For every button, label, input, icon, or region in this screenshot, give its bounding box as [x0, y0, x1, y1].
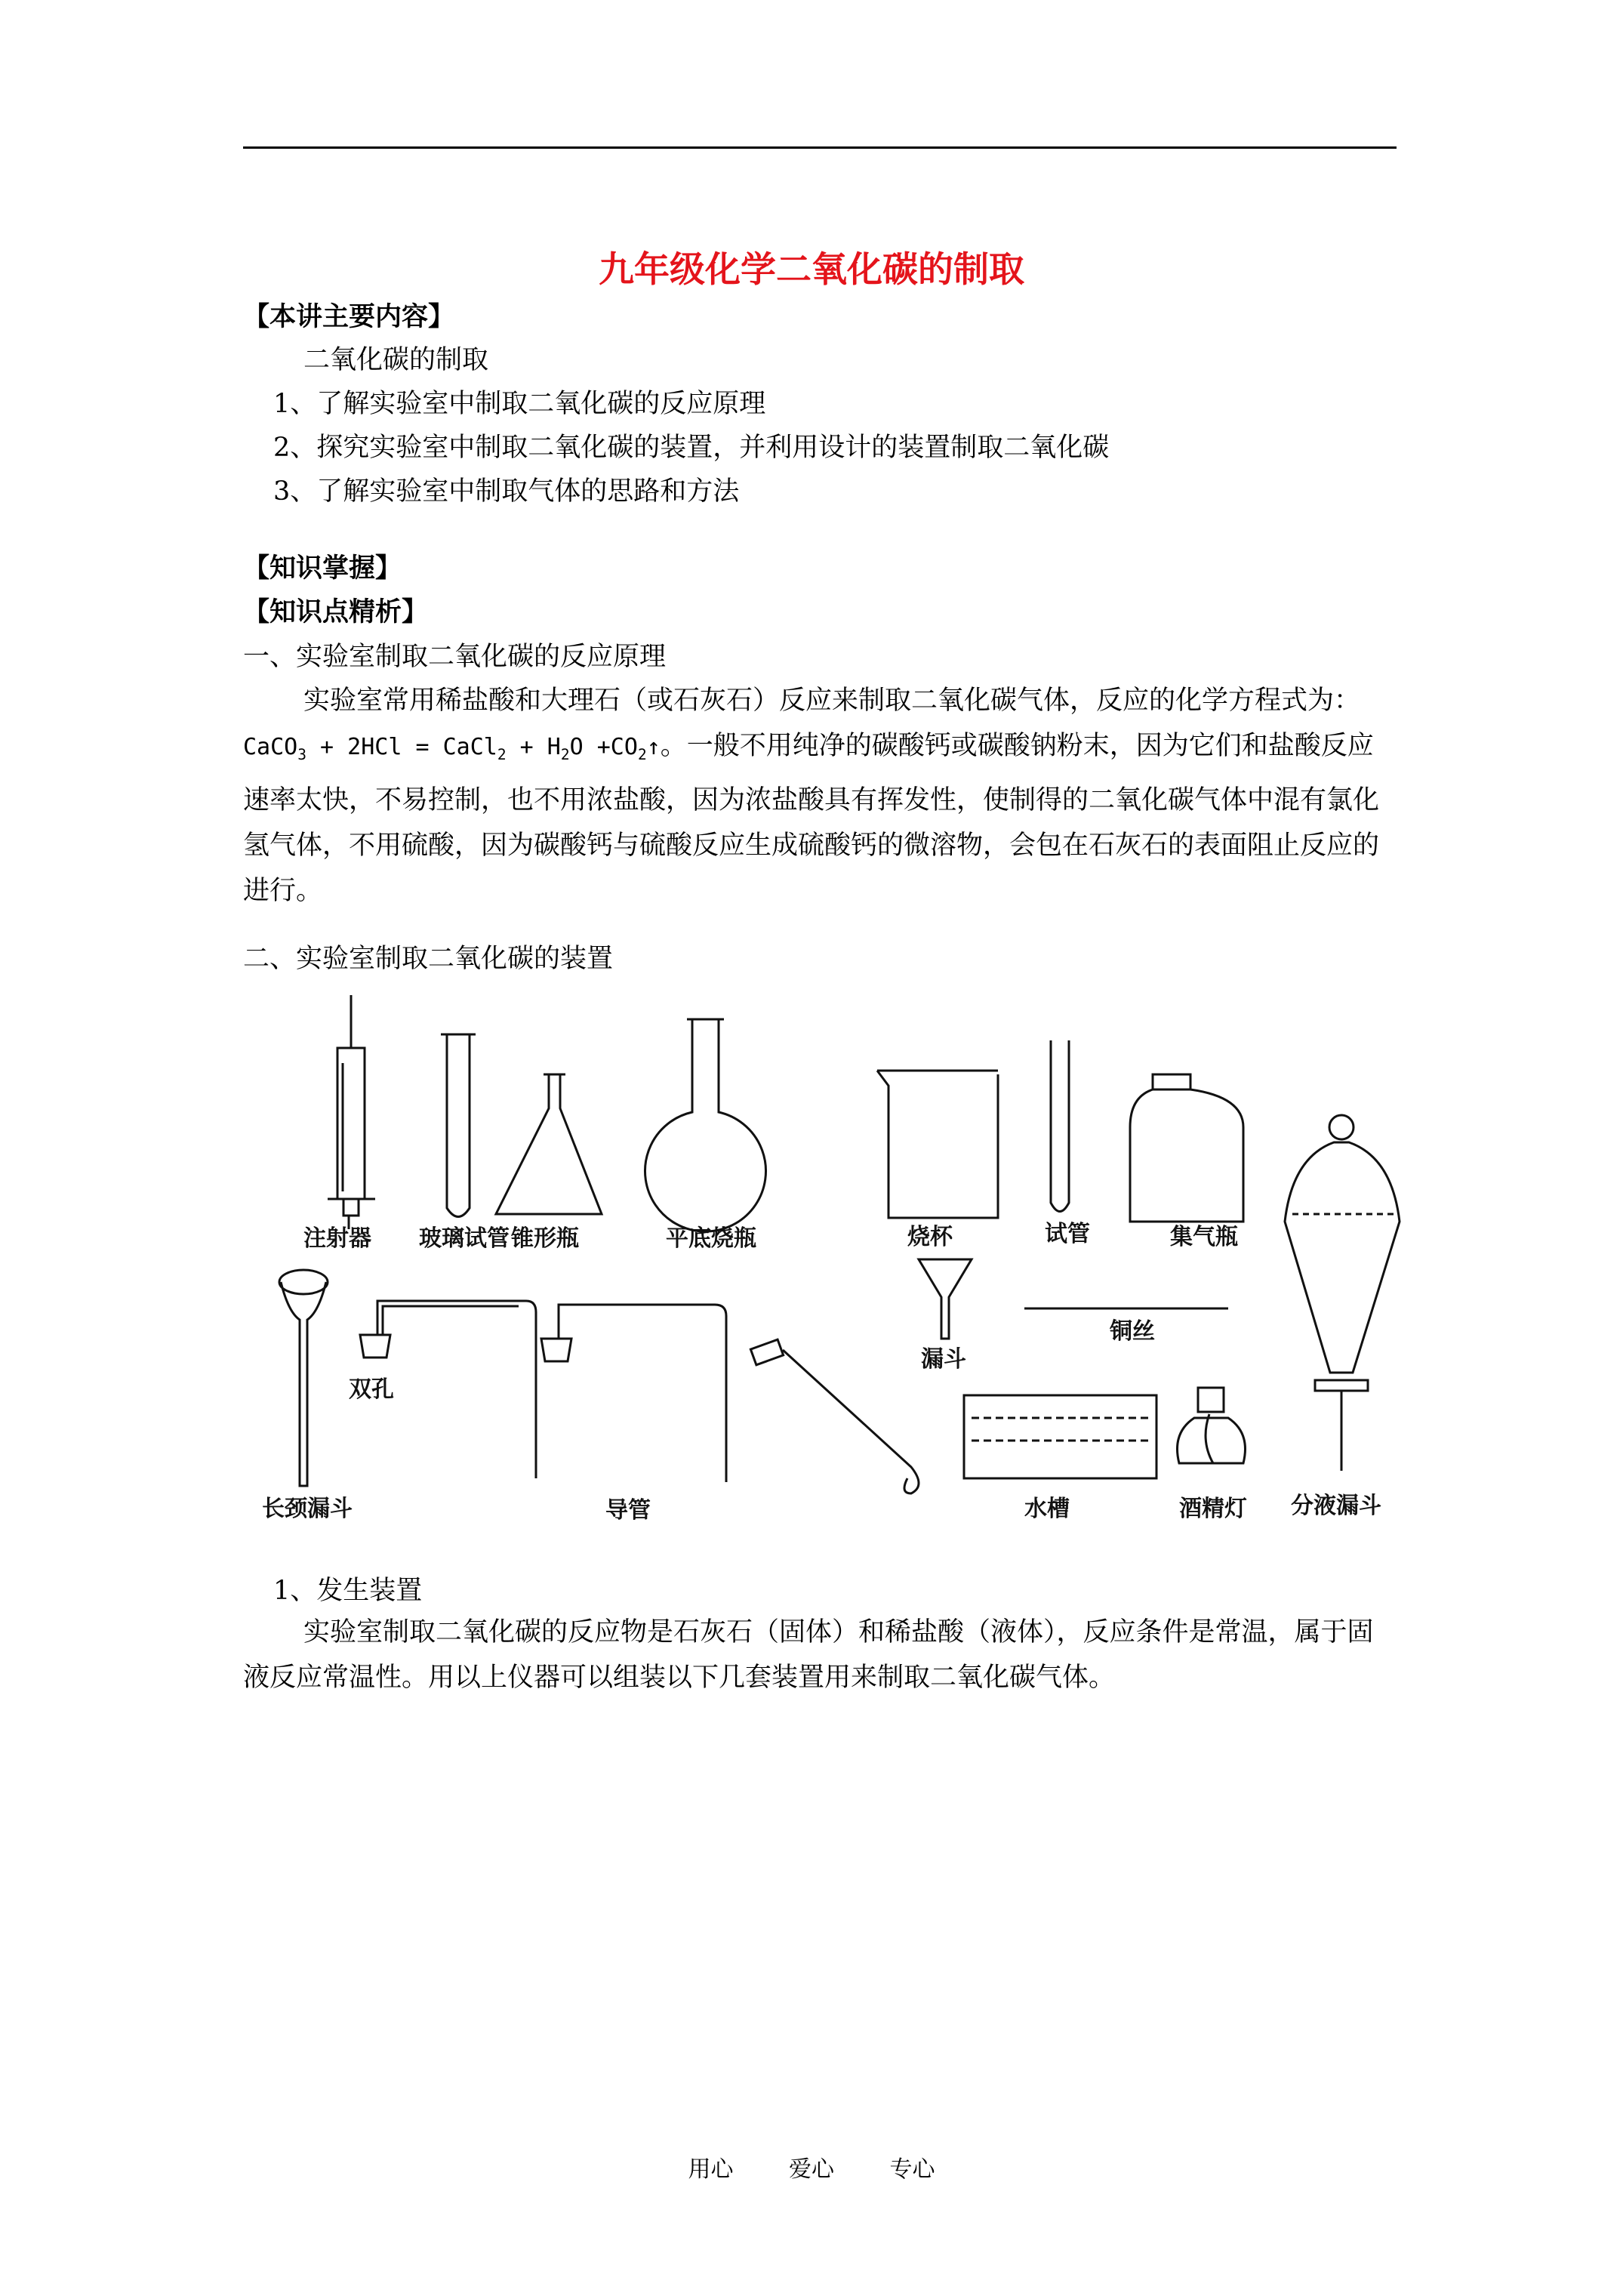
main-item-0: 二氧化碳的制取: [303, 345, 489, 375]
label-long-funnel: 长颈漏斗: [262, 1496, 353, 1522]
label-glass-tube: 玻璃试管: [419, 1225, 510, 1252]
glass-tube-figure: [441, 1034, 476, 1217]
syringe-figure: [328, 995, 375, 1229]
para1-rest: 。一般不用纯净的碳酸钙或碳酸钠粉末，因为它们和盐酸反应速率太快，不易控制，也不用浓盐酸，因为浓盐酸具有挥发性，使制得的二氧化碳气体中混有氯化氢气体，不用硫酸，因为碳酸钙与硫酸反应生成硫酸钙的微溶物，会包在石灰石的表面阻止反应的进行。: [243, 731, 1380, 906]
long-funnel-figure: [279, 1270, 328, 1486]
gas-jar-figure: [1130, 1074, 1243, 1222]
label-conical-flask: 锥形瓶: [511, 1225, 579, 1252]
para1-intro: 实验室常用稀盐酸和大理石（或石灰石）反应来制取二氧化碳气体，反应的化学方程式为：: [303, 686, 1361, 716]
label-funnel: 漏斗: [921, 1346, 966, 1373]
label-round-flask: 平底烧瓶: [666, 1225, 756, 1252]
section-knowledge-heading: 【知识掌握】: [243, 553, 402, 584]
footer-item-1: 爱心: [789, 2156, 834, 2183]
label-copper-wire: 铜丝: [1110, 1318, 1155, 1345]
label-conduit: 导管: [605, 1497, 651, 1524]
section-points-heading: 【知识点精析】: [243, 596, 429, 627]
heading-apparatus: 二、实验室制取二氧化碳的装置: [243, 944, 614, 974]
label-gas-jar: 集气瓶: [1170, 1224, 1238, 1250]
sub-heading-generator: 1、发生装置: [273, 1576, 423, 1606]
apparatus-diagram: [243, 995, 1428, 1539]
chemical-equation: CaCO$_3$ + 2HCl = CaCl$_2$ + $H_2O$ $+CO_2↑$: [243, 734, 661, 763]
main-item-3: 3、了解实验室中制取气体的思路和方法: [273, 476, 740, 507]
heading-reaction-principle: 一、实验室制取二氧化碳的反应原理: [243, 642, 667, 672]
label-alcohol-lamp: 酒精灯: [1179, 1496, 1247, 1522]
label-two-hole: 双孔: [349, 1376, 394, 1403]
main-item-1: 1、了解实验室中制取二氧化碳的反应原理: [273, 389, 766, 419]
paragraph-generator: 实验室制取二氧化碳的反应物是石灰石（固体）和稀盐酸（液体），反应条件是常温，属于固液反应常温性。用以上仪器可以组装以下几套装置用来制取二氧化碳气体。: [243, 1617, 1374, 1693]
test-tube-figure: [1051, 1040, 1069, 1212]
round-flask-figure: [645, 1019, 765, 1231]
label-test-tube: 试管: [1045, 1221, 1090, 1247]
section-main-heading: 【本讲主要内容】: [243, 301, 455, 332]
funnel-figure: [919, 1259, 972, 1339]
conduit-figure: [541, 1305, 726, 1482]
beaker-figure: [877, 1071, 998, 1218]
label-water-trough: 水槽: [1024, 1496, 1070, 1522]
label-separatory-funnel: 分液漏斗: [1291, 1493, 1381, 1519]
header-rule: [243, 146, 1397, 149]
footer-item-0: 用心: [688, 2156, 734, 2183]
label-syringe: 注射器: [303, 1225, 371, 1252]
paragraph-reaction-principle: [243, 678, 1397, 914]
water-trough-figure: [964, 1395, 1156, 1478]
label-beaker: 烧杯: [907, 1224, 953, 1250]
separatory-funnel-figure: [1285, 1115, 1400, 1471]
conical-flask-figure: [496, 1074, 602, 1214]
bent-conduit-figure: [750, 1339, 919, 1493]
page-footer: [0, 2150, 1623, 2184]
main-item-2: 2、探究实验室中制取二氧化碳的装置，并利用设计的装置制取二氧化碳: [273, 433, 1110, 463]
footer-item-2: 专心: [889, 2156, 935, 2183]
page-title: 九年级化学二氧化碳的制取: [599, 249, 1024, 291]
alcohol-lamp-figure: [1178, 1388, 1246, 1463]
